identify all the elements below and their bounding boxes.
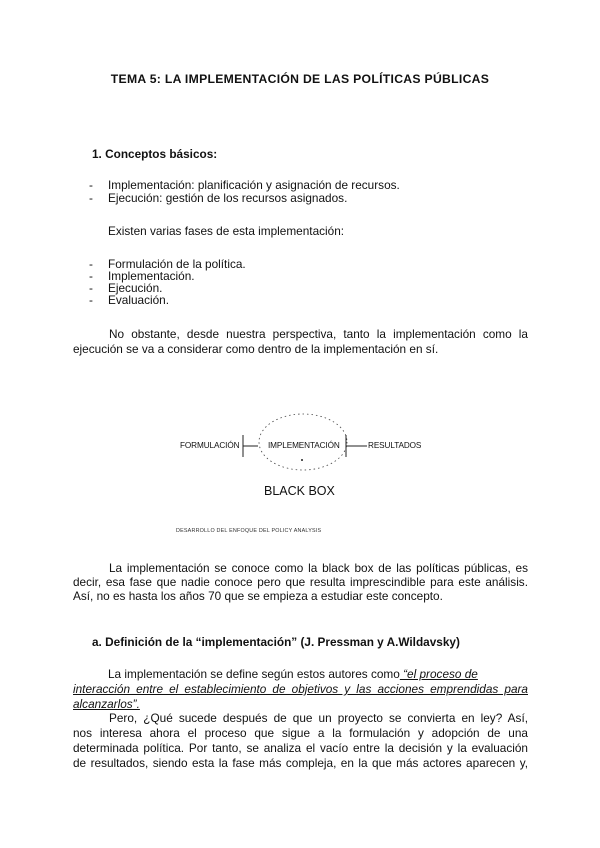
section-heading-definicion: a. Definición de la “implementación” (J. Pressman y A.Wildavsky) bbox=[92, 635, 460, 649]
paragraph-definition-line bbox=[108, 667, 478, 681]
list-bullet: - bbox=[89, 178, 93, 192]
list-bullet: - bbox=[89, 269, 93, 283]
list-item: Ejecución: gestión de los recursos asignados. bbox=[108, 191, 348, 205]
list-item: Ejecución. bbox=[108, 281, 163, 295]
paragraph-intro-phases: Existen varias fases de esta implementación: bbox=[108, 224, 345, 238]
definition-quote: interacción entre el establecimiento de objetivos y las acciones emprendidas para bbox=[73, 682, 528, 696]
diagram-label-resultados: RESULTADOS bbox=[368, 441, 422, 450]
paragraph-line: de resultados, siendo esta la fase más compleja, en la que más actores aparecen y, bbox=[73, 756, 528, 770]
document-title: TEMA 5: LA IMPLEMENTACIÓN DE LAS POLÍTICAS PÚBLICAS bbox=[110, 72, 490, 86]
list-bullet: - bbox=[89, 281, 93, 295]
paragraph-line: determinada política. Por tanto, se analiza el vacío entre la decisión y la evaluación bbox=[73, 741, 528, 755]
paragraph-line: ejecución se va a considerar como dentro de la implementación en sí. bbox=[73, 342, 439, 356]
definition-quote: alcanzarlos”. bbox=[73, 697, 140, 711]
list-item: Formulación de la política. bbox=[108, 257, 246, 271]
diagram-graphic bbox=[170, 405, 440, 475]
list-bullet: - bbox=[89, 191, 93, 205]
paragraph-line: Así, no es hasta los años 70 que se empieza a estudiar este concepto. bbox=[73, 589, 443, 603]
list-item: Evaluación. bbox=[108, 293, 169, 307]
definition-quote: “el proceso de bbox=[399, 667, 478, 681]
paragraph-line: decir, esa fase que nadie conoce pero que resulta imprescindible para este análisis. bbox=[73, 575, 528, 589]
diagram-label-implementacion: IMPLEMENTACIÓN bbox=[268, 441, 340, 450]
list-bullet: - bbox=[89, 257, 93, 271]
list-item: Implementación. bbox=[108, 269, 195, 283]
paragraph-line: No obstante, desde nuestra perspectiva, tanto la implementación como la bbox=[109, 327, 528, 341]
diagram-label-formulacion: FORMULACIÓN bbox=[180, 441, 240, 450]
ellipse-dot bbox=[301, 459, 303, 461]
diagram-caption: DESARROLLO DEL ENFOQUE DEL POLICY ANALYSIS bbox=[176, 528, 322, 534]
list-bullet: - bbox=[89, 293, 93, 307]
list-item: Implementación: planificación y asignación de recursos. bbox=[108, 178, 400, 192]
paragraph-line: La implementación se conoce como la black box de las políticas públicas, es bbox=[109, 561, 528, 575]
paragraph-line: nos interesa ahora el proceso que sigue a la formulación y adopción de una bbox=[73, 726, 528, 740]
diagram-title-black-box: BLACK BOX bbox=[264, 484, 335, 498]
paragraph-line: Pero, ¿Qué sucede después de que un proyecto se convierta en ley? Así, bbox=[109, 711, 528, 725]
definition-lead: La implementación se define según estos autores como bbox=[108, 667, 400, 681]
section-heading-conceptos: 1. Conceptos básicos: bbox=[92, 147, 218, 161]
